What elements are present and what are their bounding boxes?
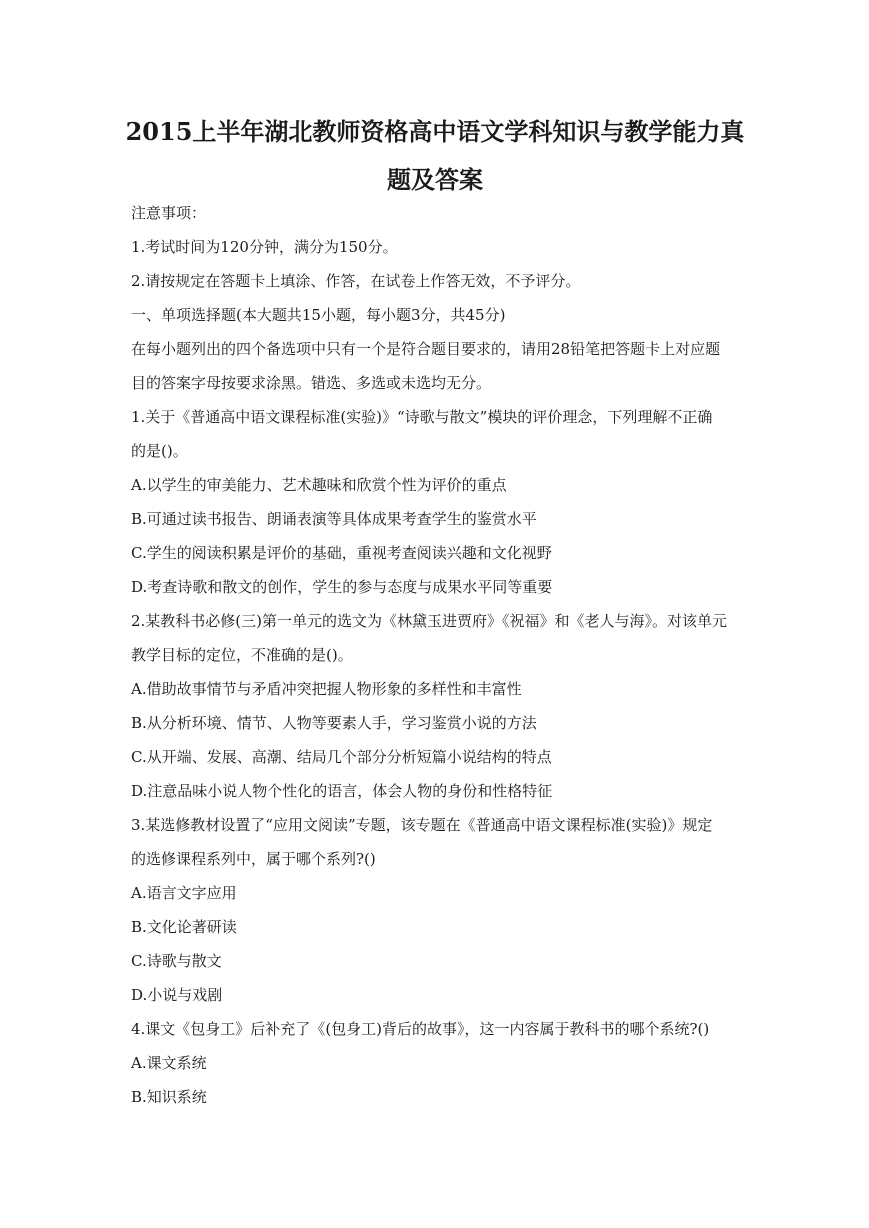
text-line: 的选修课程系列中，属于哪个系列?() xyxy=(131,850,376,868)
text-line: D.注意品味小说人物个性化的语言，体会人物的身份和性格特征 xyxy=(131,782,553,800)
text-line: C.从开端、发展、高潮、结局几个部分分析短篇小说结构的特点 xyxy=(131,748,552,766)
text-line: 注意事项： xyxy=(131,204,207,222)
text-line: A.语言文字应用 xyxy=(131,884,237,902)
text-line: 教学目标的定位，不准确的是()。 xyxy=(131,646,353,664)
text-line: B.文化论著研读 xyxy=(131,918,237,936)
text-line: 在每小题列出的四个备选项中只有一个是符合题目要求的，请用28铅笔把答题卡上对应题 xyxy=(131,340,721,358)
text-line: 3.某选修教材设置了“应用文阅读”专题，该专题在《普通高中语文课程标准(实验)》规定 xyxy=(131,816,713,834)
text-line: 1.关于《普通高中语文课程标准(实验)》“诗歌与散文”模块的评价理念，下列理解不正确 xyxy=(131,408,713,426)
text-line: 4.课文《包身工》后补充了《(包身工)背后的故事》，这一内容属于教科书的哪个系统?() xyxy=(131,1020,710,1038)
text-line: C.学生的阅读积累是评价的基础，重视考查阅读兴趣和文化视野 xyxy=(131,544,552,562)
text-line: 的是()。 xyxy=(131,442,188,460)
text-line: A.借助故事情节与矛盾冲突把握人物形象的多样性和丰富性 xyxy=(131,680,522,698)
text-line: A.以学生的审美能力、艺术趣味和欣赏个性为评价的重点 xyxy=(131,476,507,494)
text-line: B.从分析环境、情节、人物等要素人手，学习鉴赏小说的方法 xyxy=(131,714,537,732)
text-line: 1.考试时间为120分钟，满分为150分。 xyxy=(131,238,398,256)
text-line: 2.某教科书必修(三)第一单元的选文为《林黛玉进贾府》《祝福》和《老人与海》。对该单元 xyxy=(131,612,728,630)
text-line: B.可通过读书报告、朗诵表演等具体成果考查学生的鉴赏水平 xyxy=(131,510,537,528)
text-line: D.考查诗歌和散文的创作，学生的参与态度与成果水平同等重要 xyxy=(131,578,553,596)
text-line: 目的答案字母按要求涂黑。错选、多选或未选均无分。 xyxy=(131,374,492,392)
text-line: A.课文系统 xyxy=(131,1054,207,1072)
text-line: D.小说与戏剧 xyxy=(131,986,223,1004)
text-line: 2.请按规定在答题卡上填涂、作答，在试卷上作答无效，不予评分。 xyxy=(131,272,581,290)
text-line: 一、单项选择题(本大题共15小题，每小题3分，共45分) xyxy=(131,306,506,324)
text-line: B.知识系统 xyxy=(131,1088,207,1106)
document-title: 2015上半年湖北教师资格高中语文学科知识与教学能力真题及答案 xyxy=(125,117,745,194)
document-body xyxy=(131,196,741,1114)
text-line: C.诗歌与散文 xyxy=(131,952,222,970)
